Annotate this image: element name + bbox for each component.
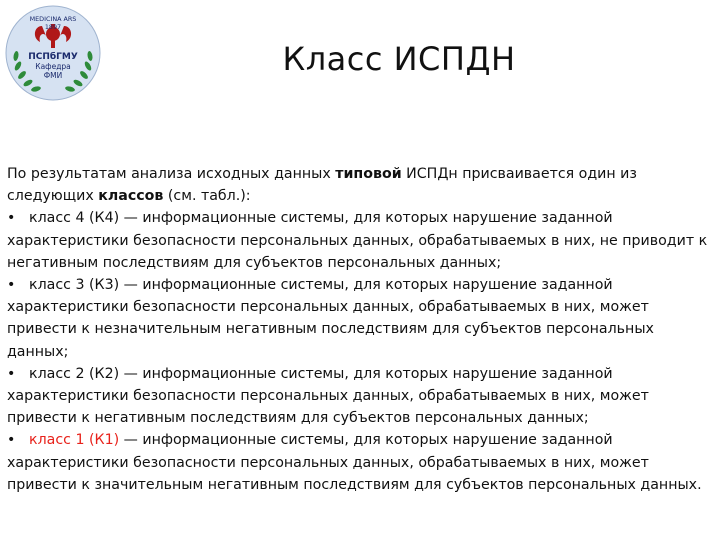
class-label: класс 4 (К4) [29,210,120,227]
list-item [7,429,715,496]
intro-bold-classes: классов [98,188,164,205]
class-label: класс 3 (К3) [29,277,120,294]
list-item [7,363,715,430]
intro-text-2: ИСПДн присваивается один из следующих [7,166,637,205]
logo-org-text: ПСПбГМУ [28,52,78,62]
intro-text-1: По результатам анализа исходных данных [7,166,336,182]
logo-dept-abbr-text: ФМИ [43,71,63,80]
class-label: класс 2 (К2) [29,365,120,382]
logo-dept-text: Кафедра [35,62,71,71]
intro-paragraph [7,163,715,207]
class-description: — информационные системы, для которых нарушение заданной характеристики безопасности персональных данных, обрабатываемых в них, может привести к негативным последствиям для субъектов персональных данных; [7,365,649,427]
intro-text-3: (см. табл.): [163,188,251,205]
slide-body [7,163,715,496]
bullet-icon: • [7,365,16,382]
intro-bold-typical: типовой [335,166,402,182]
bullet-icon: • [7,432,16,449]
bullet-icon: • [7,277,16,294]
class-description: — информационные системы, для которых нарушение заданной характеристики безопасности персональных данных, обрабатываемых в них, не приводит к негативным последствиям для субъектов персональных данных; [7,210,708,271]
class-description: — информационные системы, для которых нарушение заданной характеристики безопасности персональных данных, обрабатываемых в них, может привести к незначительным негативным последствиям для субъектов персональных данных; [7,277,654,360]
logo-motto-text: MEDICINA ARS [29,15,77,23]
list-item [7,207,715,274]
bullet-icon: • [7,210,16,227]
class-description: — информационные системы, для которых нарушение заданной характеристики безопасности персональных данных, обрабатываемых в них, может привести к значительным негативным последствиям для субъектов персональных данных. [7,432,702,493]
list-item [7,274,715,363]
page-title: Класс ИСПДН [282,40,516,78]
logo-year-text: 1897 [44,23,62,31]
class-label-highlighted: класс 1 (К1) [29,432,120,449]
